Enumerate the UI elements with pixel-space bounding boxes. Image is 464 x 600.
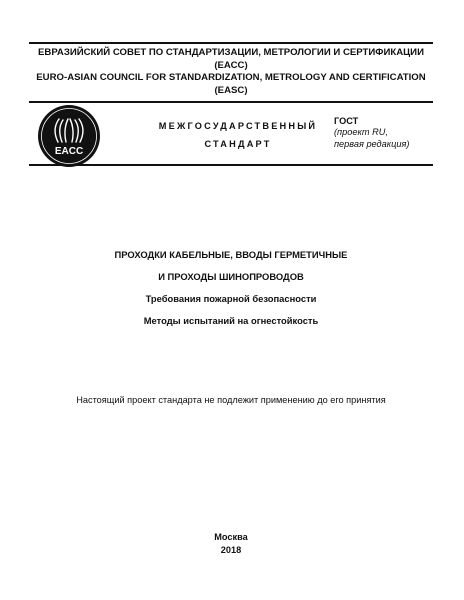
gost-label: ГОСТ <box>334 116 359 126</box>
publication-city: Москва <box>214 532 248 542</box>
title-line-1: ПРОХОДКИ КАБЕЛЬНЫЕ, ВВОДЫ ГЕРМЕТИЧНЫЕ <box>114 249 348 260</box>
gost-status-line-1: (проект RU, <box>334 127 388 138</box>
council-abbr-ru: (ЕАСС) <box>214 59 248 71</box>
standard-type-line-1: МЕЖГОСУДАРСТВЕННЫЙ <box>158 121 318 131</box>
logo-text: EACC <box>54 146 84 157</box>
draft-notice: Настоящий проект стандарта не подлежит применению до его принятия <box>76 395 386 405</box>
easc-logo <box>37 104 101 168</box>
header-rule <box>29 101 433 103</box>
title-subtitle-1: Требования пожарной безопасности <box>145 293 317 304</box>
council-abbr-en: (EASC) <box>214 84 248 96</box>
council-name-ru: ЕВРАЗИЙСКИЙ СОВЕТ ПО СТАНДАРТИЗАЦИИ, МЕТРОЛОГИИ И СЕРТИФИКАЦИИ <box>38 47 424 58</box>
standard-rule <box>29 164 433 166</box>
publication-year: 2018 <box>220 545 242 555</box>
title-line-2: И ПРОХОДЫ ШИНОПРОВОДОВ <box>158 271 304 282</box>
title-subtitle-2: Методы испытаний на огнестойкость <box>143 315 319 326</box>
gost-status-line-2: первая редакция) <box>334 138 410 149</box>
standard-type <box>148 117 328 153</box>
council-header <box>29 47 433 97</box>
council-name-en: EURO-ASIAN COUNCIL FOR STANDARDIZATION, METROLOGY AND CERTIFICATION <box>36 72 426 84</box>
top-rule <box>29 42 433 44</box>
publication-info <box>29 531 433 557</box>
standard-type-line-2: СТАНДАРТ <box>204 139 272 149</box>
document-title <box>29 244 433 332</box>
gost-designation <box>334 116 444 150</box>
